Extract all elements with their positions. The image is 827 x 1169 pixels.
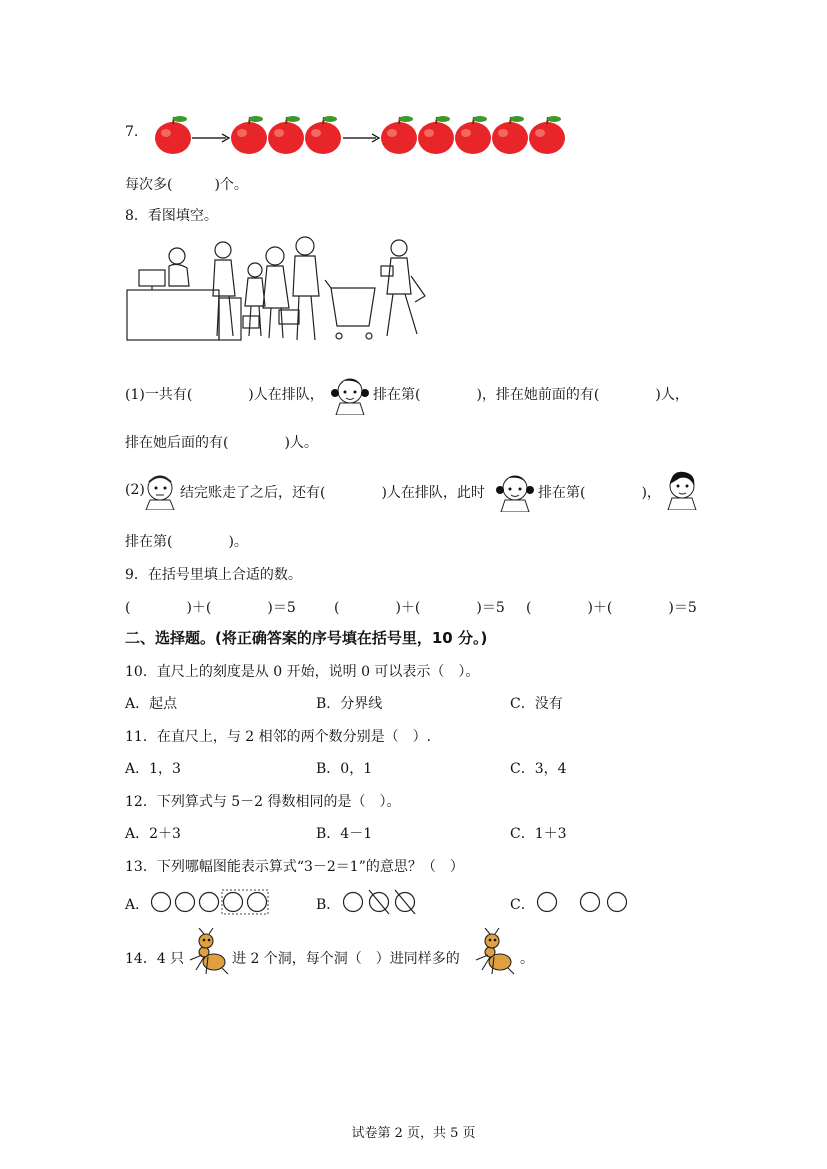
apple-sequence-figure — [150, 110, 575, 158]
q8-p2-c: 排在第( )， — [538, 485, 661, 501]
q13-option-a: A． — [125, 897, 150, 913]
q13-option-b-circles — [341, 889, 421, 915]
q12-option-a: A．2＋3 — [125, 826, 181, 842]
q14-part2: 进 2 个洞，每个洞（ ）进同样多的 — [232, 951, 460, 967]
q9-eq2: ( )＋( )＝5 — [334, 600, 505, 616]
ant-icon — [184, 928, 232, 978]
q11-stem: 11．在直尺上，与 2 相邻的两个数分别是（ ）. — [125, 729, 432, 745]
old-man-face-icon — [142, 468, 178, 510]
q8-p1-c: 排在她后面的有( )人。 — [125, 435, 318, 451]
section-heading: 二、选择题。(将正确答案的序号填在括号里，10 分。) — [125, 629, 488, 647]
q13-stem: 13．下列哪幅图能表示算式“3－2＝1”的意思？（ ） — [125, 859, 464, 875]
girl-face-icon — [330, 369, 370, 415]
q10-option-a: A．起点 — [125, 696, 178, 712]
q8-title: 8．看图填空。 — [125, 208, 218, 224]
q9-title: 9．在括号里填上合适的数。 — [125, 567, 302, 583]
q10-option-b: B．分界线 — [316, 696, 383, 712]
q13-option-c: C． — [510, 897, 535, 913]
ant-icon — [470, 928, 518, 978]
apple-icon — [155, 116, 191, 154]
q8-p1-b: 排在第( )，排在她前面的有( )人， — [373, 387, 689, 403]
q8-p2-a: (2) — [125, 482, 145, 498]
queue-illustration — [125, 236, 430, 346]
q13-option-b: B． — [316, 897, 341, 913]
q11-option-b: B．0，1 — [316, 761, 373, 777]
mother-face-icon — [662, 466, 702, 510]
page-footer: 试卷第 2 页，共 5 页 — [351, 1126, 476, 1141]
q14-part3: 。 — [520, 951, 534, 967]
q7-number: 7. — [125, 124, 139, 140]
q7-answer-line: 每次多( )个。 — [125, 177, 248, 193]
q11-option-a: A．1，3 — [125, 761, 181, 777]
q8-p2-b: 结完账走了之后，还有( )人在排队，此时 — [180, 485, 485, 501]
q9-eq1: ( )＋( )＝5 — [125, 600, 296, 616]
q12-stem: 12．下列算式与 5－2 得数相同的是（ ）。 — [125, 794, 401, 810]
q10-option-c: C．没有 — [510, 696, 563, 712]
girl-face-icon — [495, 466, 535, 512]
q9-eq3: ( )＋( )＝5 — [526, 600, 697, 616]
q14-part1: 14．4 只 — [125, 951, 185, 967]
q13-option-a-circles — [150, 889, 270, 915]
q8-p2-d: 排在第( )。 — [125, 534, 248, 550]
q12-option-b: B．4－1 — [316, 826, 373, 842]
q8-p1-a: (1)一共有( )人在排队， — [125, 387, 324, 403]
q11-option-c: C．3，4 — [510, 761, 567, 777]
q13-option-c-circles — [535, 889, 635, 915]
q12-option-c: C．1＋3 — [510, 826, 567, 842]
q10-stem: 10．直尺上的刻度是从 0 开始，说明 0 可以表示（ ）。 — [125, 664, 480, 680]
